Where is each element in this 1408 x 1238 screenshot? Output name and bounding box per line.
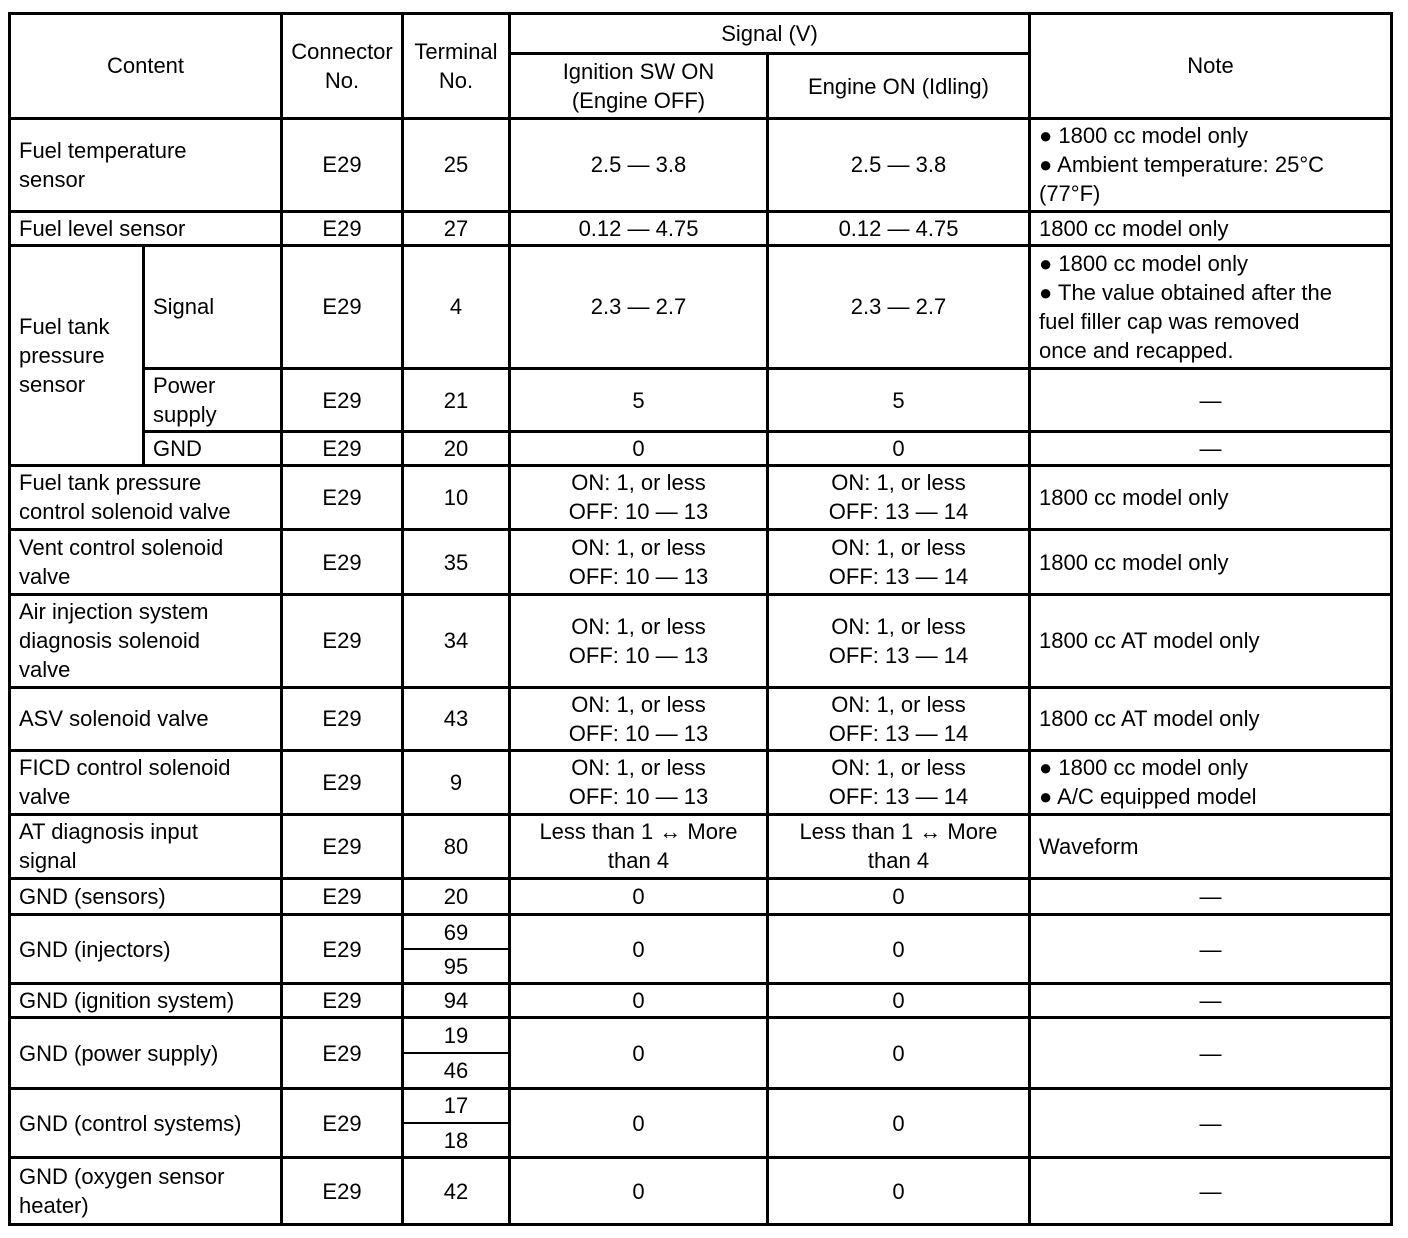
ignition-value-cell: Less than 1 ↔ More than 4	[510, 814, 768, 879]
terminal-value: 17	[443, 1093, 469, 1119]
terminal-cell: 27	[403, 211, 510, 245]
content-cell: Fuel temperature sensor	[10, 118, 282, 211]
content-cell: GND (oxygen sensor heater)	[10, 1158, 282, 1225]
connector-cell: E29	[282, 814, 403, 879]
ignition-value-cell: 0.12 — 4.75	[510, 211, 768, 245]
table-row	[10, 879, 1392, 915]
engine-value-cell: 0	[768, 1088, 1030, 1158]
ignition-value-cell: 0	[510, 432, 768, 465]
engine-value-cell: 5	[768, 368, 1030, 432]
terminal-cell	[403, 1018, 510, 1089]
terminal-cell	[403, 1088, 510, 1158]
content-cell: Signal	[144, 245, 282, 368]
connector-cell: E29	[282, 432, 403, 465]
content-cell: GND (sensors)	[10, 879, 282, 915]
note-cell: —	[1030, 1018, 1392, 1089]
terminal-value: 69	[443, 919, 469, 945]
ignition-value-cell: 2.5 — 3.8	[510, 118, 768, 211]
engine-value-cell: ON: 1, or less OFF: 13 — 14	[768, 465, 1030, 530]
terminal-cell: 94	[403, 983, 510, 1017]
content-cell: FICD control solenoid valve	[10, 751, 282, 815]
terminal-value: 95	[404, 948, 508, 982]
ignition-value-cell: 0	[510, 1158, 768, 1225]
terminal-cell	[403, 915, 510, 984]
engine-value-cell: ON: 1, or less OFF: 13 — 14	[768, 594, 1030, 687]
engine-value-cell: 0	[768, 983, 1030, 1017]
terminal-value: 46	[404, 1052, 508, 1087]
engine-value-cell: 0	[768, 915, 1030, 984]
ignition-value-cell: 5	[510, 368, 768, 432]
table-row	[10, 687, 1392, 751]
terminal-cell: 9	[403, 751, 510, 815]
connector-cell: E29	[282, 879, 403, 915]
content-cell: GND (power supply)	[10, 1018, 282, 1089]
connector-cell: E29	[282, 687, 403, 751]
terminal-cell: 43	[403, 687, 510, 751]
engine-value-cell: ON: 1, or less OFF: 13 — 14	[768, 530, 1030, 595]
engine-value-cell: 0	[768, 432, 1030, 465]
note-cell: —	[1030, 915, 1392, 984]
table-row	[10, 245, 1392, 368]
engine-value-cell: ON: 1, or less OFF: 13 — 14	[768, 751, 1030, 815]
table-row	[10, 983, 1392, 1017]
content-cell: Fuel tank pressure control solenoid valve	[10, 465, 282, 530]
content-cell: GND (control systems)	[10, 1088, 282, 1158]
ignition-value-cell: 0	[510, 1088, 768, 1158]
header-connector: Connector No.	[282, 14, 403, 119]
table-row	[10, 211, 1392, 245]
note-cell: 1800 cc AT model only	[1030, 687, 1392, 751]
table-row	[10, 530, 1392, 595]
connector-cell: E29	[282, 594, 403, 687]
ignition-value-cell: 0	[510, 1018, 768, 1089]
note-cell: —	[1030, 879, 1392, 915]
table-row	[10, 1158, 1392, 1225]
terminal-cell: 34	[403, 594, 510, 687]
header-engine-on: Engine ON (Idling)	[768, 54, 1030, 119]
connector-cell: E29	[282, 211, 403, 245]
header-signal: Signal (V)	[510, 14, 1030, 54]
connector-cell: E29	[282, 915, 403, 984]
content-cell: Power supply	[144, 368, 282, 432]
note-cell: ● 1800 cc model only ● Ambient temperature: 25°C (77°F)	[1030, 118, 1392, 211]
engine-value-cell: 2.3 — 2.7	[768, 245, 1030, 368]
connector-cell: E29	[282, 751, 403, 815]
connector-cell: E29	[282, 465, 403, 530]
content-cell: GND (ignition system)	[10, 983, 282, 1017]
content-cell: GND	[144, 432, 282, 465]
terminal-cell: 20	[403, 879, 510, 915]
header-note: Note	[1030, 14, 1392, 119]
table-row	[10, 432, 1392, 465]
engine-value-cell: Less than 1 ↔ More than 4	[768, 814, 1030, 879]
note-cell: —	[1030, 983, 1392, 1017]
ignition-value-cell: ON: 1, or less OFF: 10 — 13	[510, 530, 768, 595]
terminal-cell: 10	[403, 465, 510, 530]
content-cell: AT diagnosis input signal	[10, 814, 282, 879]
note-cell: ● 1800 cc model only ● A/C equipped model	[1030, 751, 1392, 815]
note-cell: —	[1030, 432, 1392, 465]
content-cell: Air injection system diagnosis solenoid valve	[10, 594, 282, 687]
note-cell: —	[1030, 368, 1392, 432]
terminal-cell: 42	[403, 1158, 510, 1225]
engine-value-cell: 2.5 — 3.8	[768, 118, 1030, 211]
table-row	[10, 751, 1392, 815]
engine-value-cell: 0.12 — 4.75	[768, 211, 1030, 245]
engine-value-cell: 0	[768, 1018, 1030, 1089]
terminal-value: 19	[443, 1023, 469, 1049]
connector-cell: E29	[282, 1018, 403, 1089]
table-row	[10, 465, 1392, 530]
ignition-value-cell: 0	[510, 879, 768, 915]
connector-cell: E29	[282, 983, 403, 1017]
content-cell: Vent control solenoid valve	[10, 530, 282, 595]
connector-cell: E29	[282, 245, 403, 368]
connector-cell: E29	[282, 368, 403, 432]
terminal-value: 18	[404, 1122, 508, 1156]
table-row	[10, 1018, 1392, 1089]
connector-cell: E29	[282, 118, 403, 211]
ignition-value-cell: ON: 1, or less OFF: 10 — 13	[510, 594, 768, 687]
terminal-cell: 25	[403, 118, 510, 211]
note-cell: ● 1800 cc model only ● The value obtained after the fuel filler cap was removed once and recapped.	[1030, 245, 1392, 368]
terminal-cell: 21	[403, 368, 510, 432]
connector-cell: E29	[282, 530, 403, 595]
connector-cell: E29	[282, 1088, 403, 1158]
note-cell: 1800 cc model only	[1030, 465, 1392, 530]
table-row	[10, 814, 1392, 879]
engine-value-cell: 0	[768, 1158, 1030, 1225]
fuel-tank-pressure-sensor-group: Fuel tank pressure sensor	[10, 245, 144, 465]
ignition-value-cell: 0	[510, 915, 768, 984]
note-cell: 1800 cc AT model only	[1030, 594, 1392, 687]
terminal-cell: 4	[403, 245, 510, 368]
ignition-value-cell: ON: 1, or less OFF: 10 — 13	[510, 465, 768, 530]
header-content: Content	[10, 14, 282, 119]
ignition-value-cell: 2.3 — 2.7	[510, 245, 768, 368]
header-ignition-sw-on: Ignition SW ON (Engine OFF)	[510, 54, 768, 119]
table-row	[10, 1088, 1392, 1158]
ignition-value-cell: ON: 1, or less OFF: 10 — 13	[510, 751, 768, 815]
content-cell: Fuel level sensor	[10, 211, 282, 245]
note-cell: 1800 cc model only	[1030, 211, 1392, 245]
content-cell: GND (injectors)	[10, 915, 282, 984]
note-cell: Waveform	[1030, 814, 1392, 879]
table-row	[10, 594, 1392, 687]
ignition-value-cell: 0	[510, 983, 768, 1017]
table-row	[10, 368, 1392, 432]
table-row	[10, 118, 1392, 211]
ignition-value-cell: ON: 1, or less OFF: 10 — 13	[510, 687, 768, 751]
engine-value-cell: 0	[768, 879, 1030, 915]
content-cell: ASV solenoid valve	[10, 687, 282, 751]
note-cell: —	[1030, 1088, 1392, 1158]
note-cell: —	[1030, 1158, 1392, 1225]
signal-table	[8, 12, 1393, 1226]
header-terminal: Terminal No.	[403, 14, 510, 119]
terminal-cell: 20	[403, 432, 510, 465]
terminal-cell: 80	[403, 814, 510, 879]
note-cell: 1800 cc model only	[1030, 530, 1392, 595]
engine-value-cell: ON: 1, or less OFF: 13 — 14	[768, 687, 1030, 751]
table-row	[10, 915, 1392, 984]
connector-cell: E29	[282, 1158, 403, 1225]
terminal-cell: 35	[403, 530, 510, 595]
